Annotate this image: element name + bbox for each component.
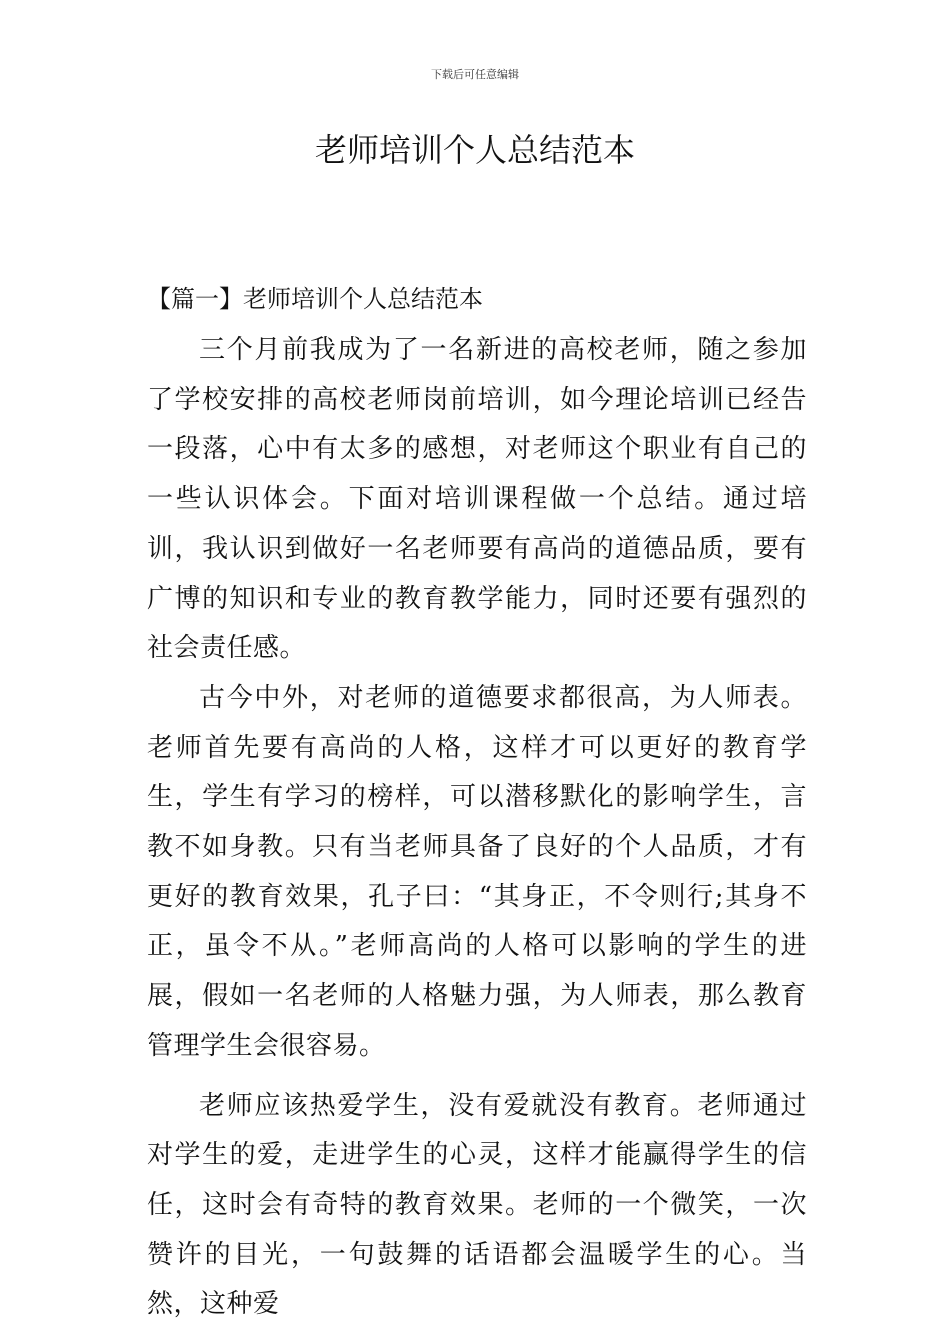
- document-title: 老师培训个人总结范本: [314, 131, 635, 169]
- paragraph: 三个月前我成为了一名新进的高校老师，随之参加了学校安排的高校老师岗前培训，如今理论培训已经告一段落，心中有太多的感想，对老师这个职业有自己的一些认识体会。下面对培训课程做一个总结。通过培训，我认识到做好一名老师要有高尚的道德品质，要有广博的知识和专业的教育教学能力，同时还要有强烈的社会责任感。: [147, 335, 807, 664]
- paragraph: 古今中外，对老师的道德要求都很高，为人师表。老师首先要有高尚的人格，这样才可以更好的教育学生，学生有学习的榜样，可以潜移默化的影响学生，言教不如身教。只有当老师具备了良好的个人品质，才有更好的教育效果，孔子曰：“其身正，不令则行;其身不正，虽令不从。”老师高尚的人格可以影响的学生的进展，假如一名老师的人格魅力强，为人师表，那么教育管理学生会很容易。: [147, 682, 807, 1061]
- document-body: [147, 326, 807, 1330]
- page-header-note: 下载后可任意编辑: [431, 68, 519, 81]
- section-heading: 【篇一】老师培训个人总结范本: [147, 285, 483, 313]
- paragraph: 老师应该热爱学生，没有爱就没有教育。老师通过对学生的爱，走进学生的心灵，这样才能赢得学生的信任，这时会有奇特的教育效果。老师的一个微笑，一次赞许的目光，一句鼓舞的话语都会温暖学生的心。当然，这种爱: [147, 1090, 807, 1320]
